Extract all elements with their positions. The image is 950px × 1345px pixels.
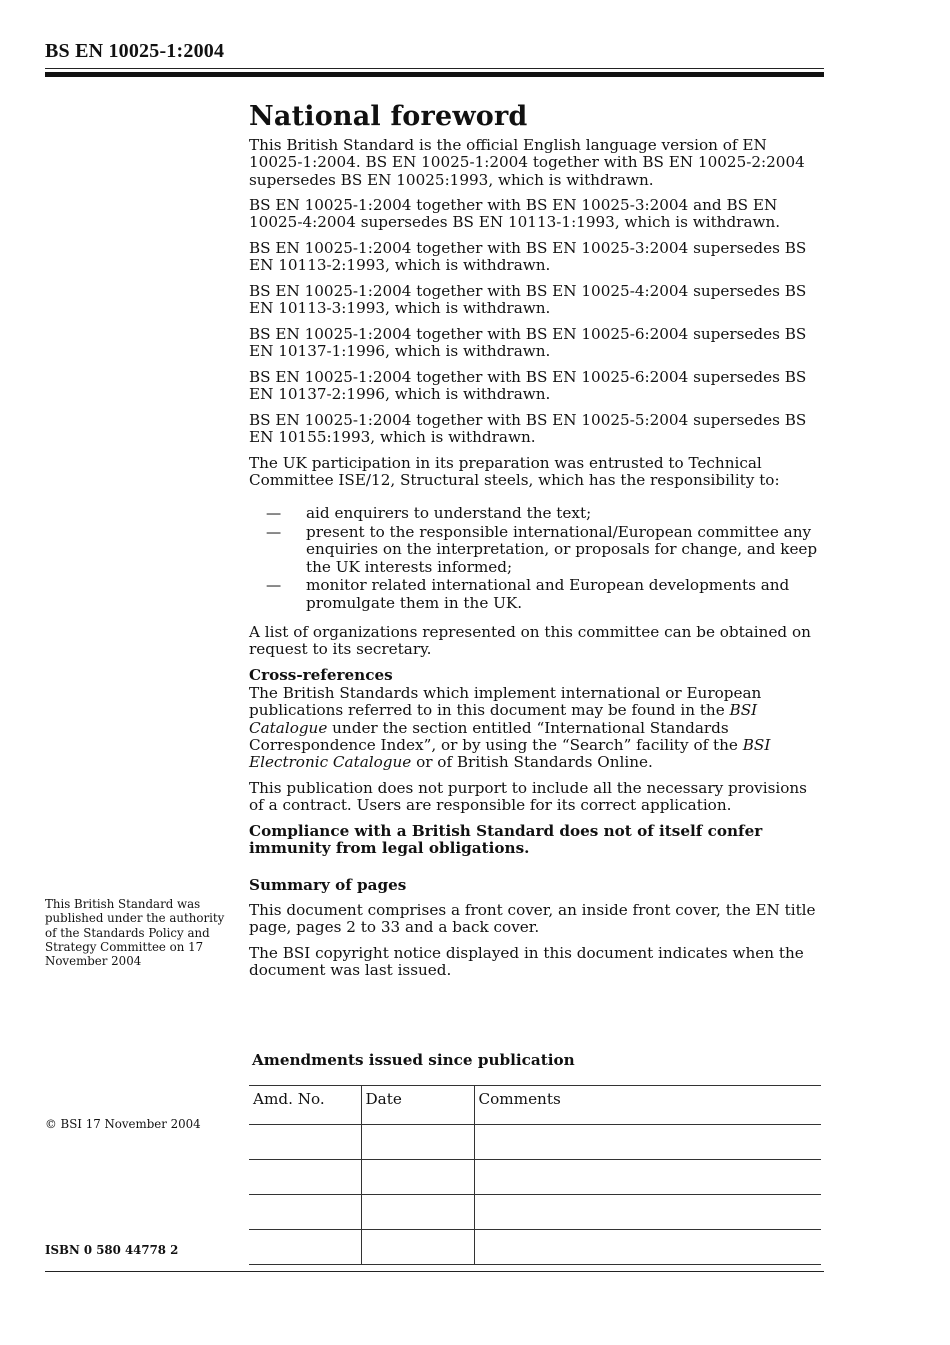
paragraph-uk-participation: The UK participation in its preparation was entrusted to Technical Committee ISE/12, Structural steels, which has the responsibility to: (249, 453, 780, 489)
main-content (249, 100, 824, 987)
footer-rule (45, 1271, 824, 1272)
paragraph-supersedes-10137-1: BS EN 10025-1:2004 together with BS EN 10025-6:2004 supersedes BS EN 10137-1:1996, which is withdrawn. (249, 324, 807, 361)
provisions-note: This publication does not purport to include all the necessary provisions of a contract. Users are responsible for its correct application. (249, 778, 807, 815)
copyright-line: © BSI 17 November 2004 (45, 1117, 201, 1131)
list-item (249, 577, 824, 612)
paragraph-supersedes-10113-1: BS EN 10025-1:2004 together with BS EN 10025-3:2004 and BS EN 10025-4:2004 supersedes BS EN 10113-1:1993, which is withdrawn. (249, 196, 781, 232)
page-title: National foreword (249, 101, 528, 132)
paragraph-supersedes-10113-2: BS EN 10025-1:2004 together with BS EN 10025-3:2004 supersedes BS EN 10113-2:1993, which is withdrawn. (249, 239, 807, 275)
compliance-note: Compliance with a British Standard does not of itself confer immunity from legal obligations. (249, 821, 763, 858)
publication-authority-note: This British Standard was published under the authority of the Standards Policy and Strategy Committee on 17 November 2004 (45, 897, 225, 969)
bsi-electronic-catalogue-ref: BSI Electronic Catalogue (249, 735, 771, 772)
summary-heading: Summary of pages (249, 876, 407, 895)
paragraph-supersedes-10137-2: BS EN 10025-1:2004 together with BS EN 10025-6:2004 supersedes BS EN 10137-2:1996, which is withdrawn. (249, 367, 807, 404)
copyright-notice-text: The BSI copyright notice displayed in this document indicates when the document was last issued. (249, 943, 804, 979)
list-item (249, 505, 824, 522)
list-item-text: aid enquirers to understand the text; (306, 504, 592, 523)
dash-bullet: — (266, 522, 282, 541)
table-header-row (249, 1086, 821, 1125)
list-item-text: present to the responsible international/European committee any enquiries on the interpretation, or proposals for change, and keep the UK interests informed; (306, 522, 818, 576)
cross-references-heading: Cross-references (249, 665, 393, 684)
dash-bullet: — (266, 576, 282, 595)
column-header-amd-no: Amd. No. (249, 1086, 361, 1125)
amendments-table (249, 1085, 821, 1265)
dash-bullet: — (266, 504, 282, 523)
list-item (249, 524, 824, 576)
table-row (249, 1230, 821, 1265)
header-rule-thin (45, 68, 824, 69)
paragraph-supersedes-10155: BS EN 10025-1:2004 together with BS EN 10025-5:2004 supersedes BS EN 10155:1993, which is withdrawn. (249, 410, 807, 446)
committee-list-note: A list of organizations represented on this committee can be obtained on request to its secretary. (249, 622, 811, 659)
paragraph-supersedes-10025: This British Standard is the official English language version of EN 10025-1:2004. BS EN 10025-1:2004 together with BS EN 10025-2:2004 supersedes BS EN 10025:1993, which is withdrawn. (249, 136, 805, 189)
paragraph-supersedes-10113-3: BS EN 10025-1:2004 together with BS EN 10025-4:2004 supersedes BS EN 10113-3:1993, which is withdrawn. (249, 281, 807, 318)
bsi-catalogue-ref: BSI Catalogue (249, 701, 758, 737)
cross-references-text: The British Standards which implement international or European publications referred to in this document may be found in the BSI Catalogue under the section entitled “International Standards Correspondence Index”, or by using the “Search” facility of the BSI Electronic Catalogue or of British Standards Online. (249, 684, 771, 772)
table-row (249, 1195, 821, 1230)
table-row (249, 1125, 821, 1160)
column-header-date: Date (361, 1086, 474, 1125)
column-header-comments: Comments (474, 1086, 821, 1125)
isbn: ISBN 0 580 44778 2 (45, 1243, 179, 1257)
summary-text: This document comprises a front cover, an inside front cover, the EN title page, pages 2 to 33 and a back cover. (249, 900, 816, 936)
amendments-title: Amendments issued since publication (252, 1051, 575, 1069)
list-item-text: monitor related international and European developments and promulgate them in the UK. (306, 576, 790, 612)
header-rule-thick (45, 72, 824, 77)
responsibilities-list (249, 505, 824, 612)
table-row (249, 1160, 821, 1195)
document-id: BS EN 10025-1:2004 (45, 40, 225, 62)
